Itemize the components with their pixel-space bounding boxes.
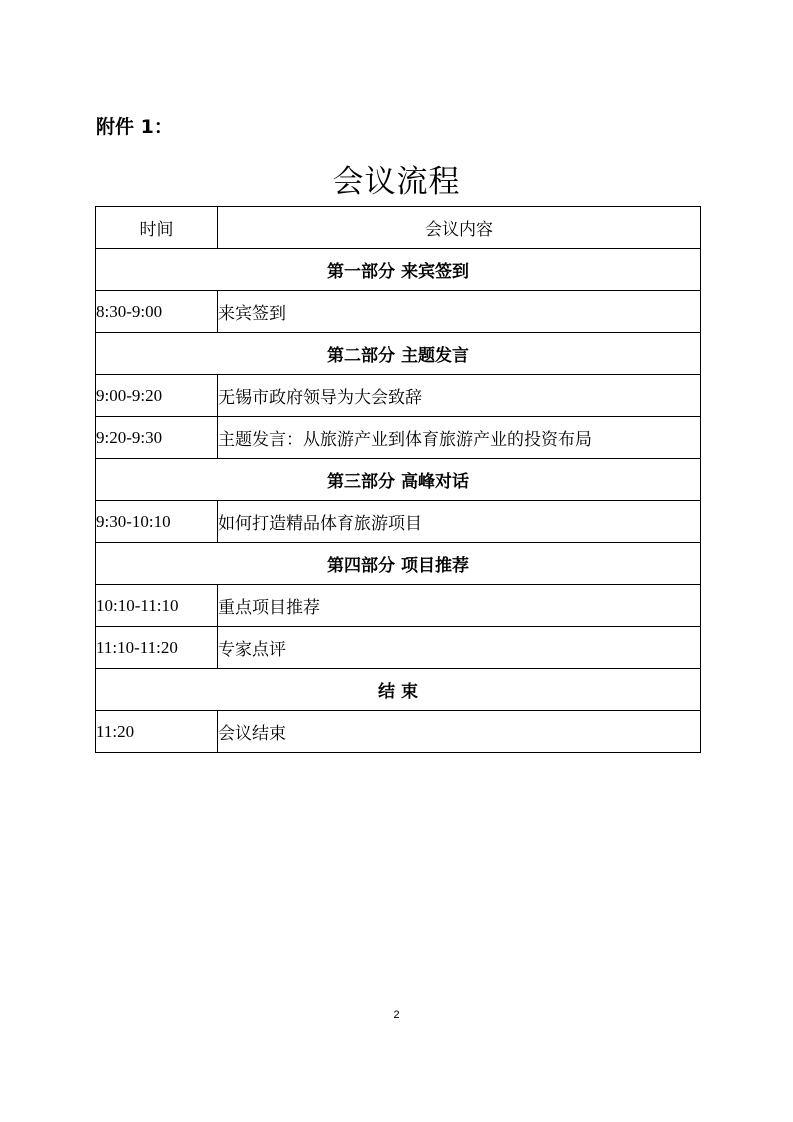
content-cell: 专家点评 [218,627,701,669]
content-cell: 如何打造精品体育旅游项目 [218,501,701,543]
table-row [96,501,701,543]
schedule-table [95,206,701,753]
time-cell: 9:00-9:20 [96,375,218,417]
table-row [96,291,701,333]
time-cell: 10:10-11:10 [96,585,218,627]
table-row [96,417,701,459]
table-row [96,627,701,669]
time-cell: 9:20-9:30 [96,417,218,459]
table-row [96,585,701,627]
attachment-label: 附件 1： [96,116,173,138]
section-row [96,459,701,501]
page-title: 会议流程 [332,164,461,200]
content-cell: 主题发言：从旅游产业到体育旅游产业的投资布局 [218,417,701,459]
section-row [96,543,701,585]
section-row [96,249,701,291]
page-number: 2 [393,1009,400,1021]
table-header-row [96,207,701,249]
section-row [96,669,701,711]
content-cell: 来宾签到 [218,291,701,333]
time-cell: 11:20 [96,711,218,753]
table-row [96,711,701,753]
time-cell: 8:30-9:00 [96,291,218,333]
section-heading: 第二部分 主题发言 [96,333,701,375]
time-cell: 11:10-11:20 [96,627,218,669]
section-row [96,333,701,375]
time-cell: 9:30-10:10 [96,501,218,543]
section-heading: 第一部分 来宾签到 [96,249,701,291]
column-header-content: 会议内容 [218,207,701,249]
section-heading: 第四部分 项目推荐 [96,543,701,585]
table-row [96,375,701,417]
section-heading: 结 束 [96,669,701,711]
section-heading: 第三部分 高峰对话 [96,459,701,501]
content-cell: 无锡市政府领导为大会致辞 [218,375,701,417]
content-cell: 会议结束 [218,711,701,753]
column-header-time: 时间 [96,207,218,249]
content-cell: 重点项目推荐 [218,585,701,627]
